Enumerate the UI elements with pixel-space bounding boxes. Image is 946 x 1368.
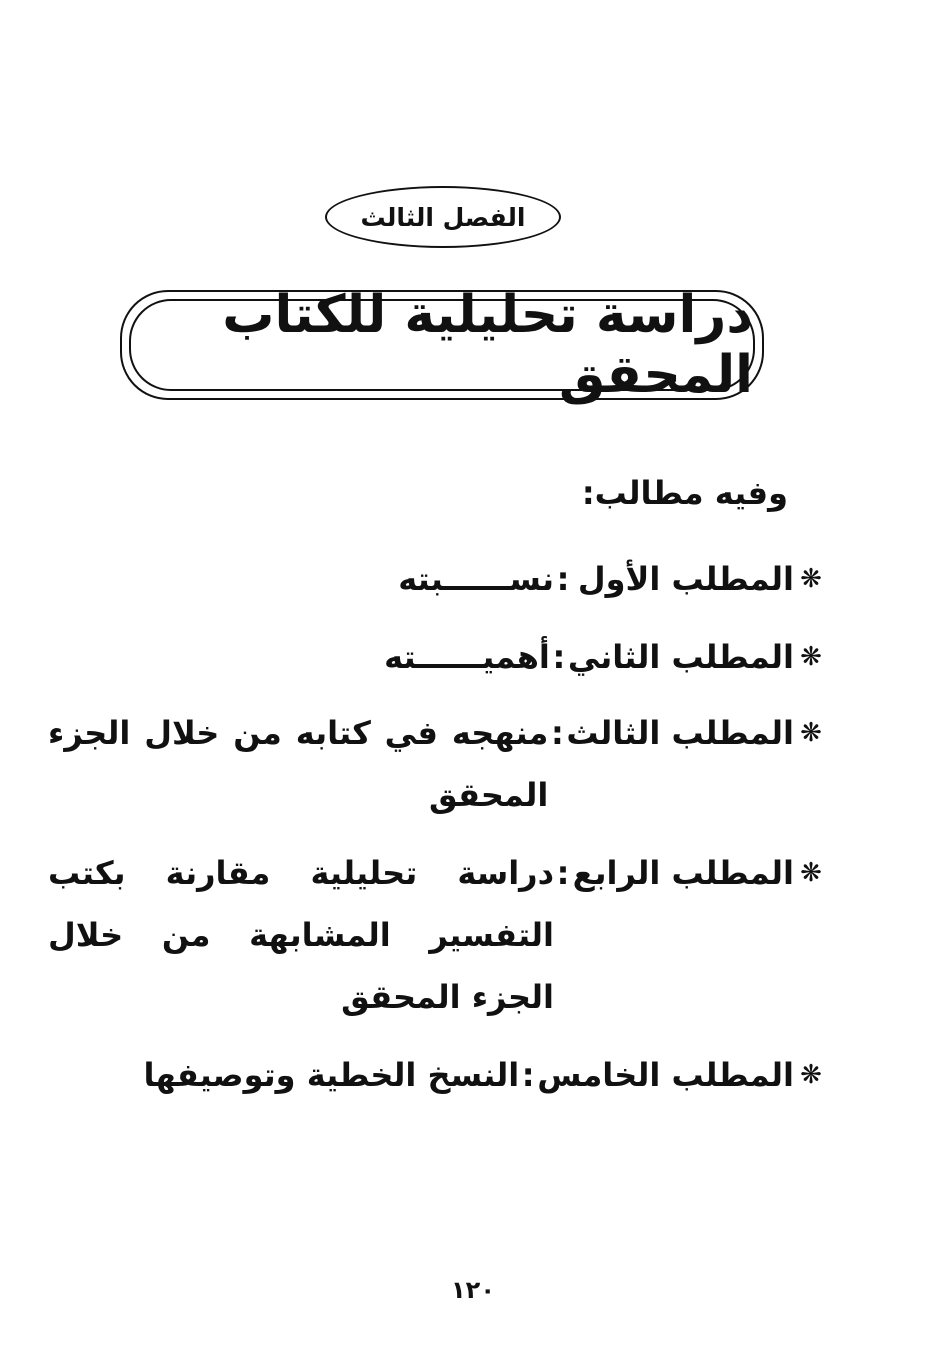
asterisk-icon: ❋ (800, 564, 822, 594)
list-item (48, 842, 828, 1028)
page-number: ١٢٠ (451, 1276, 495, 1304)
chapter-title: دراسة تحليلية للكتاب المحقق (222, 285, 753, 405)
item-label: المطلب الخامس (537, 1056, 794, 1094)
item-colon: : (550, 714, 564, 752)
item-label: المطلب الثاني (567, 638, 794, 676)
item-description: نســــــبته (398, 560, 554, 598)
item-colon: : (556, 560, 570, 598)
item-description: منهجه في كتابه من خلال الجزء المحقق (48, 714, 549, 814)
asterisk-icon: ❋ (800, 1060, 822, 1090)
asterisk-icon: ❋ (800, 642, 822, 672)
item-description: أهميــــــته (384, 638, 550, 676)
title-frame-inner (129, 285, 755, 405)
intro-text: وفيه مطالب: (581, 474, 788, 512)
item-colon: : (552, 638, 566, 676)
list-item (48, 548, 828, 610)
item-label: المطلب الثالث (566, 714, 794, 752)
chapter-label-text: الفصل الثالث (360, 202, 526, 232)
item-label: المطلب الأول (577, 560, 794, 598)
asterisk-icon: ❋ (800, 858, 822, 888)
title-frame (120, 285, 764, 405)
item-description: النسخ الخطية وتوصيفها (143, 1056, 520, 1094)
item-colon: : (556, 854, 570, 892)
asterisk-icon: ❋ (800, 718, 822, 748)
item-description: دراسة تحليلية مقارنة بكتب التفسير المشابهة من خلال الجزء المحقق (48, 854, 554, 1016)
list-item (48, 626, 828, 688)
list-item (48, 1044, 828, 1106)
list-item (48, 702, 828, 826)
chapter-label (325, 186, 561, 248)
item-colon: : (521, 1056, 535, 1094)
item-label: المطلب الرابع (572, 854, 794, 892)
